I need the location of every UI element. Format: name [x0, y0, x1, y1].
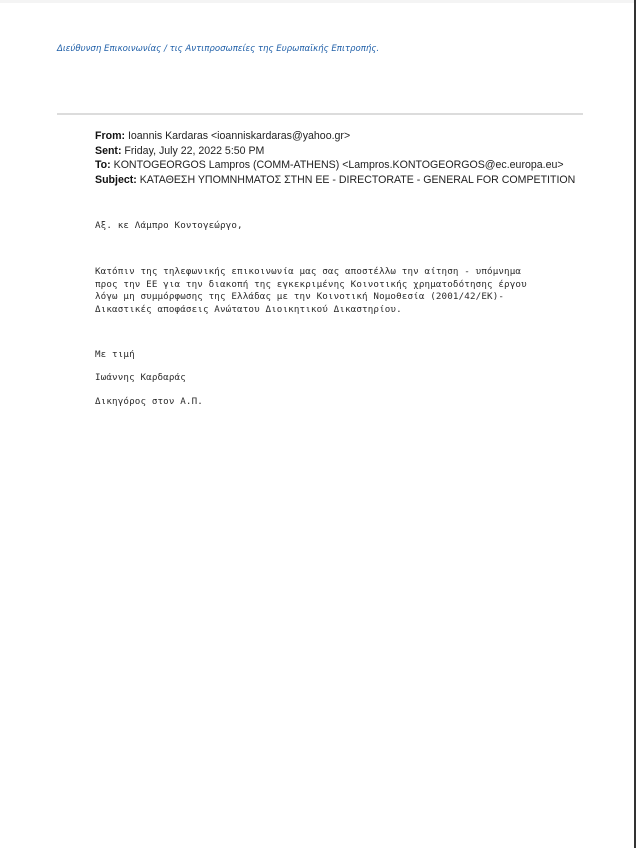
email-from-row [95, 129, 575, 144]
subject-label: Subject: [95, 173, 137, 186]
letter-closing: Με τιμή [95, 349, 135, 360]
sent-value: Friday, July 22, 2022 5:50 PM [121, 144, 265, 157]
letter-greeting: Αξ. κε Λάμπρο Κοντογεώργο, [95, 220, 243, 231]
to-value: KONTOGEORGOS Lampros (COMM-ATHENS) <Lampros.KONTOGEORGOS@ec.europa.eu> [110, 159, 564, 172]
paragraph-line: Κατόπιν της τηλεφωνικής επικοινωνία μας σας αποστέλλω την αίτηση - υπόμνημα [95, 266, 522, 277]
email-to-row [95, 158, 575, 173]
signature-name: Ιωάννης Καρδαράς [95, 372, 186, 383]
from-value: Ioannis Kardaras <ioanniskardaras@yahoo.gr> [125, 130, 351, 142]
page-top-edge [0, 0, 634, 3]
sent-label: Sent: [95, 144, 122, 157]
paragraph-line: προς την ΕΕ για την διακοπή της εγκεκριμένης Κοινοτικής χρηματοδότησης έργου [95, 278, 527, 290]
to-label: To: [95, 159, 111, 172]
paragraph-line: Δικαστικές αποφάσεις Ανώτατου Διοικητικού Δικαστηρίου. [95, 303, 402, 315]
subject-value: ΚΑΤΑΘΕΣΗ ΥΠΟΜΝΗΜΑΤΟΣ ΣΤΗΝ ΕΕ - DIRECTORATE - GENERAL FOR COMPETITION [136, 173, 576, 186]
horizontal-divider [57, 113, 583, 115]
email-subject-row [95, 173, 575, 188]
email-header-block [95, 129, 575, 187]
from-label: From: [95, 130, 126, 142]
letter-paragraph [95, 266, 527, 316]
signature-title: Δικηγόρος στον Α.Π. [95, 396, 203, 407]
paragraph-line: λόγω μη συμμόρφωσης της Ελλάδας με την Κοινοτική Νομοθεσία (2001/42/ΕΚ)- [95, 291, 505, 303]
department-header: Διεύθυνση Επικοινωνίας / τις Αντιπροσωπείες της Ευρωπαϊκής Επιτροπής. [57, 44, 380, 54]
email-sent-row [95, 144, 575, 159]
